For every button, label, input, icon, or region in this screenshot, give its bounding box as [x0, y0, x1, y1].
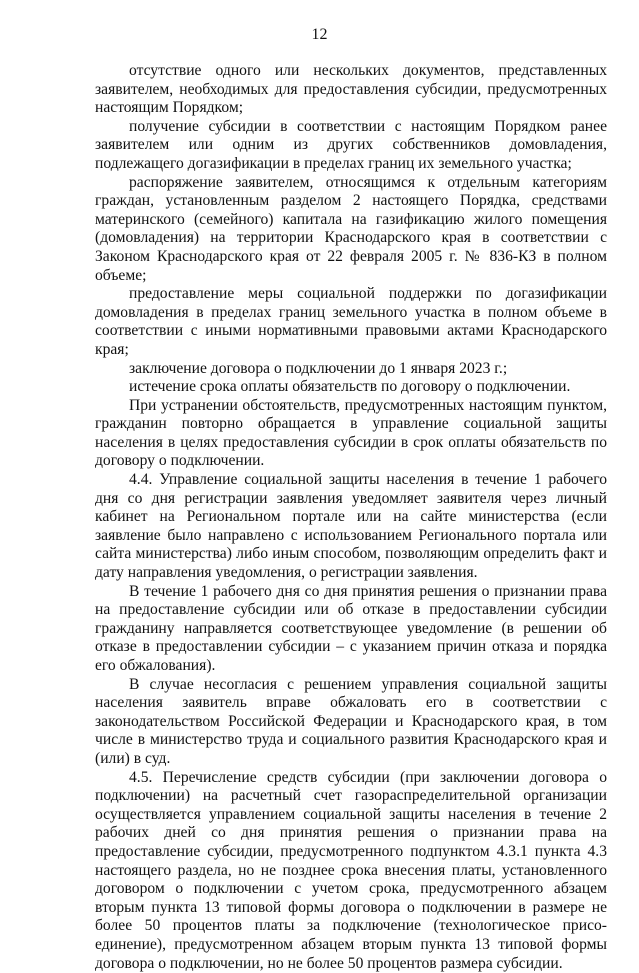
paragraph-contract-date: заключение договора о подключении до 1 января 2023 г.;	[129, 359, 508, 377]
paragraph-social-support: предоставление меры социальной поддержки по догазификации домовладения в пределах границ земельного участка в полном объеме в соответствии с иными нормативными правовыми актами Краснодарского края;	[95, 285, 607, 358]
paragraph-section-4-5: 4.5. Перечисление средств субсидии (при заключении договора о подключении) на расчетный счет газораспределительной организации осуществляется управлением социальной защиты населения в течение 2 рабочих дней со дня принятия решения о признании права на предоставление субсидии, предусмотренного подпунктом 4.3.1 пункта 4.3 настоящего раздела, но не позднее срока внесения платы, установленного договором о подключении с учетом срока, предусмотренного абзацем вторым пункта 13 типовой формы договора о подключении в размере не более 50 процентов платы за подключение (технологическое присоединение), предусмотренном абзацем вторым пункта 13 типовой формы договора о подключении, но не более 50 процентов размера субсидии.	[95, 768, 607, 972]
paragraph-payment-expiry: истечение срока оплаты обязательств по договору о подключении.	[129, 378, 571, 396]
paragraph-section-4-4: 4.4. Управление социальной защиты населения в течение 1 рабочего дня со дня регистрации заявления уведомляет заявителя через личный кабинет на Региональном портале или на сайте министерства (если заявление было направлено с использованием Регионального портала или сайта министерства) либо иным способом, позволяющим определить факт и дату направления уведомления, о регистрации заявления.	[95, 471, 607, 582]
paragraph-decision-notice: В течение 1 рабочего дня со дня принятия решения о признании права на предоставление субсидии или об отказе в предоставлении субсидии гражданину направляется соответствующее уведомление (в решении об отказе в предоставлении субсидии – с указанием причин отказа и порядка его обжалования).	[95, 582, 607, 674]
paragraph-maternity-capital: распоряжение заявителем, относящимся к отдельным категориям граждан, установленным разделом 2 настоящего Порядка, средствами материнского (семейного) капитала на газификацию жилого помещения (домовладения) на территории Краснодарского края в соответствии с Законом Краснодарского края от 22 февраля 2005 г. № 836-КЗ в полном объеме;	[95, 173, 607, 284]
paragraph-repeat-application: При устранении обстоятельств, предусмотренных настоящим пунктом, гражданин повторно обращается в управление социальной защиты населения в целях предоставления субсидии в срок оплаты обязательств по договору о подключении.	[95, 396, 607, 470]
paragraph-previous-subsidy: получение субсидии в соответствии с настоящим Порядком ранее заявителем или одним из других собственников домовладения, подлежащего догазификации в пределах границ их земельного участка;	[95, 117, 607, 172]
paragraph-missing-documents: отсутствие одного или нескольких документов, представленных заявителем, необходимых для предоставления субсидии, предусмотренных настоящим Порядком;	[95, 62, 607, 117]
paragraph-appeal: В случае несогласия с решением управления социальной защиты населения заявитель вправе обжаловать его в соответствии с законодательством Российской Федерации и Краснодарского края, в том числе в министерство труда и социального развития Краснодарского края и (или) в суд.	[95, 675, 607, 767]
document-body	[95, 62, 607, 973]
page-number: 12	[311, 26, 328, 43]
